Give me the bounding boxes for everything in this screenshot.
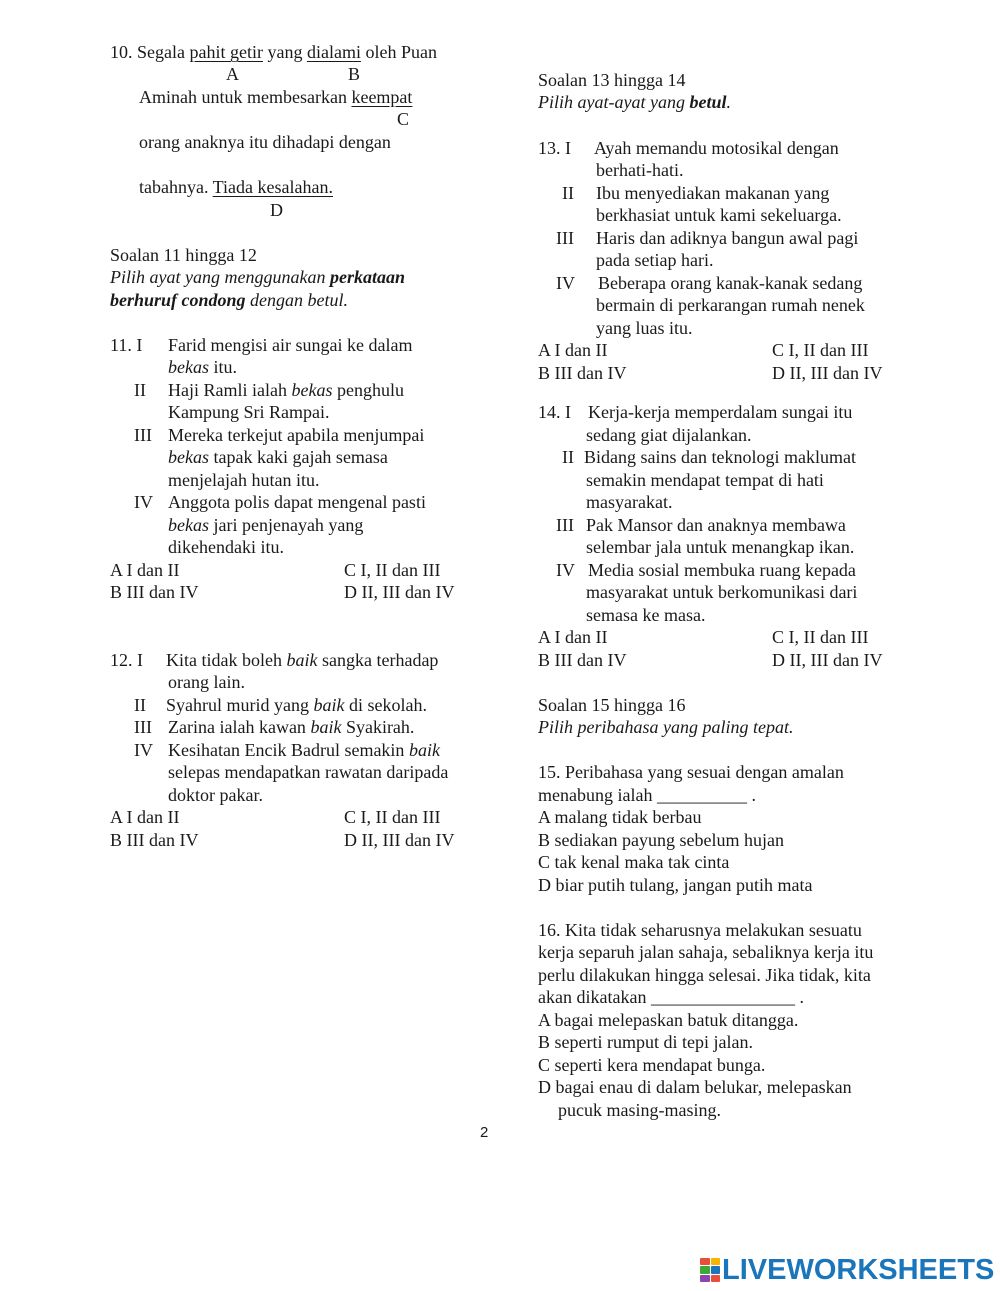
q16-line-4: akan dikatakan ________________ . — [538, 987, 804, 1007]
liveworksheets-logo[interactable] — [700, 1255, 994, 1285]
q14-option-b[interactable]: B III dan IV — [538, 650, 627, 670]
q11-option-b[interactable]: B III dan IV — [110, 582, 199, 602]
q16-line-2: kerja separuh jalan sahaja, sebaliknya kerja itu — [538, 942, 874, 962]
q11-stmt-iv-label: IV — [134, 492, 153, 512]
q11-stmt-iii-label: III — [134, 425, 152, 445]
q15-option-d[interactable]: D biar putih tulang, jangan putih mata — [538, 875, 813, 895]
liveworksheets-logo-icon — [700, 1258, 720, 1282]
q13-stmt-i-2: berhati-hati. — [596, 160, 684, 180]
q10-line-3: orang anaknya itu dihadapi dengan — [139, 132, 391, 152]
q16-line-1: 16. Kita tidak seharusnya melakukan sesuatu — [538, 920, 862, 940]
q14-stmt-iv-3: semasa ke masa. — [586, 605, 706, 625]
q12-stmt-iv-1: Kesihatan Encik Badrul semakin baik — [168, 740, 440, 760]
q14-stmt-iii-label: III — [556, 515, 574, 535]
q12-option-a[interactable]: A I dan II — [110, 807, 180, 827]
section-13-instruction: Pilih ayat-ayat yang betul. — [538, 92, 731, 112]
q13-number: 13. I — [538, 138, 571, 158]
q11-stmt-iv-2: bekas jari penjenayah yang — [168, 515, 364, 535]
q10-mark-b: B — [348, 64, 361, 84]
q13-stmt-ii-2: berkhasiat untuk kami sekeluarga. — [596, 205, 842, 225]
q12-stmt-i-1: Kita tidak boleh baik sangka terhadap — [166, 650, 439, 670]
q13-option-c[interactable]: C I, II dan III — [772, 340, 869, 360]
q10-mark-d: D — [270, 200, 283, 220]
q14-stmt-iii-1: Pak Mansor dan anaknya membawa — [586, 515, 846, 535]
q11-option-a[interactable]: A I dan II — [110, 560, 180, 580]
q13-stmt-iv-label: IV — [556, 273, 575, 293]
q13-stmt-iii-1: Haris dan adiknya bangun awal pagi — [596, 228, 859, 248]
q16-option-a[interactable]: A bagai melepaskan batuk ditangga. — [538, 1010, 799, 1030]
q13-option-d[interactable]: D II, III dan IV — [772, 363, 883, 383]
q10-line-1: 10. Segala pahit getir yang dialami oleh Puan — [110, 42, 437, 62]
q14-stmt-iv-label: IV — [556, 560, 575, 580]
q14-stmt-ii-2: semakin mendapat tempat di hati — [586, 470, 824, 490]
q14-stmt-iii-2: selembar jala untuk menangkap ikan. — [586, 537, 855, 557]
section-11-instruction-1: Pilih ayat yang menggunakan perkataan — [110, 267, 405, 287]
q10-underlined-b: dialami — [306, 42, 361, 62]
section-15-instruction: Pilih peribahasa yang paling tepat. — [538, 717, 794, 737]
q14-option-a[interactable]: A I dan II — [538, 627, 608, 647]
q10-underlined-c: keempat — [351, 87, 413, 107]
q12-stmt-iii-label: III — [134, 717, 152, 737]
section-11-heading: Soalan 11 hingga 12 — [110, 245, 257, 265]
page-number: 2 — [480, 1124, 489, 1141]
q13-stmt-iv-3: yang luas itu. — [596, 318, 693, 338]
q13-stmt-iv-2: bermain di perkarangan rumah nenek — [596, 295, 865, 315]
q10-underlined-a: pahit getir — [189, 42, 263, 62]
q10-mark-c: C — [397, 109, 410, 129]
q15-option-b[interactable]: B sediakan payung sebelum hujan — [538, 830, 784, 850]
q12-stmt-i-2: orang lain. — [168, 672, 245, 692]
section-11-instruction-2: berhuruf condong dengan betul. — [110, 290, 349, 310]
q13-stmt-iii-2: pada setiap hari. — [596, 250, 714, 270]
q11-stmt-i-1: Farid mengisi air sungai ke dalam — [168, 335, 413, 355]
q12-option-b[interactable]: B III dan IV — [110, 830, 199, 850]
q11-option-c[interactable]: C I, II dan III — [344, 560, 441, 580]
q10-line-2: Aminah untuk membesarkan keempat — [139, 87, 413, 107]
q16-option-d[interactable]: D bagai enau di dalam belukar, melepaskan — [538, 1077, 852, 1097]
q12-number: 12. I — [110, 650, 143, 670]
q14-stmt-i-2: sedang giat dijalankan. — [586, 425, 752, 445]
section-13-heading: Soalan 13 hingga 14 — [538, 70, 686, 90]
q13-stmt-iv-1: Beberapa orang kanak-kanak sedang — [598, 273, 863, 293]
q14-stmt-iv-1: Media sosial membuka ruang kepada — [588, 560, 856, 580]
q14-stmt-ii-label: II — [562, 447, 574, 467]
q16-line-3: perlu dilakukan hingga selesai. Jika tidak, kita — [538, 965, 871, 985]
q14-stmt-i-1: Kerja-kerja memperdalam sungai itu — [588, 402, 853, 422]
q13-stmt-ii-1: Ibu menyediakan makanan yang — [596, 183, 830, 203]
q12-stmt-ii-1: Syahrul murid yang baik di sekolah. — [166, 695, 427, 715]
q11-stmt-iii-1: Mereka terkejut apabila menjumpai — [168, 425, 425, 445]
q12-stmt-ii-label: II — [134, 695, 146, 715]
q10-line-4: tabahnya. Tiada kesalahan. — [139, 177, 333, 197]
q14-stmt-ii-1: Bidang sains dan teknologi maklumat — [584, 447, 856, 467]
q11-stmt-i-2: bekas itu. — [168, 357, 237, 377]
q14-stmt-ii-3: masyarakat. — [586, 492, 673, 512]
q13-stmt-ii-label: II — [562, 183, 574, 203]
q16-option-c[interactable]: C seperti kera mendapat bunga. — [538, 1055, 766, 1075]
q11-stmt-iii-2: bekas tapak kaki gajah semasa — [168, 447, 388, 467]
q11-stmt-ii-1: Haji Ramli ialah bekas penghulu — [168, 380, 404, 400]
q16-option-d-cont[interactable]: pucuk masing-masing. — [558, 1100, 721, 1120]
section-15-heading: Soalan 15 hingga 16 — [538, 695, 686, 715]
q11-stmt-ii-label: II — [134, 380, 146, 400]
q12-stmt-iii-1: Zarina ialah kawan baik Syakirah. — [168, 717, 415, 737]
q12-option-c[interactable]: C I, II dan III — [344, 807, 441, 827]
q10-underlined-d: Tiada kesalahan. — [212, 177, 333, 197]
q11-stmt-iv-3: dikehendaki itu. — [168, 537, 284, 557]
q14-number: 14. I — [538, 402, 571, 422]
q12-stmt-iv-3: doktor pakar. — [168, 785, 263, 805]
q13-option-a[interactable]: A I dan II — [538, 340, 608, 360]
q15-option-c[interactable]: C tak kenal maka tak cinta — [538, 852, 730, 872]
q12-stmt-iv-2: selepas mendapatkan rawatan daripada — [168, 762, 449, 782]
q12-option-d[interactable]: D II, III dan IV — [344, 830, 455, 850]
q15-option-a[interactable]: A malang tidak berbau — [538, 807, 702, 827]
q13-stmt-iii-label: III — [556, 228, 574, 248]
q16-option-b[interactable]: B seperti rumput di tepi jalan. — [538, 1032, 753, 1052]
q12-stmt-iv-label: IV — [134, 740, 153, 760]
q13-option-b[interactable]: B III dan IV — [538, 363, 627, 383]
q10-mark-a: A — [226, 64, 239, 84]
q14-option-d[interactable]: D II, III dan IV — [772, 650, 883, 670]
q14-option-c[interactable]: C I, II dan III — [772, 627, 869, 647]
q11-stmt-ii-2: Kampung Sri Rampai. — [168, 402, 330, 422]
q11-option-d[interactable]: D II, III dan IV — [344, 582, 455, 602]
q15-line-1: 15. Peribahasa yang sesuai dengan amalan — [538, 762, 844, 782]
q11-stmt-iii-3: menjelajah hutan itu. — [168, 470, 320, 490]
q15-line-2: menabung ialah __________ . — [538, 785, 756, 805]
q13-stmt-i-1: Ayah memandu motosikal dengan — [594, 138, 839, 158]
q11-number: 11. I — [110, 335, 143, 355]
q11-stmt-iv-1: Anggota polis dapat mengenal pasti — [168, 492, 426, 512]
liveworksheets-logo-text: LIVEWORKSHEETS — [722, 1254, 995, 1286]
q14-stmt-iv-2: masyarakat untuk berkomunikasi dari — [586, 582, 858, 602]
